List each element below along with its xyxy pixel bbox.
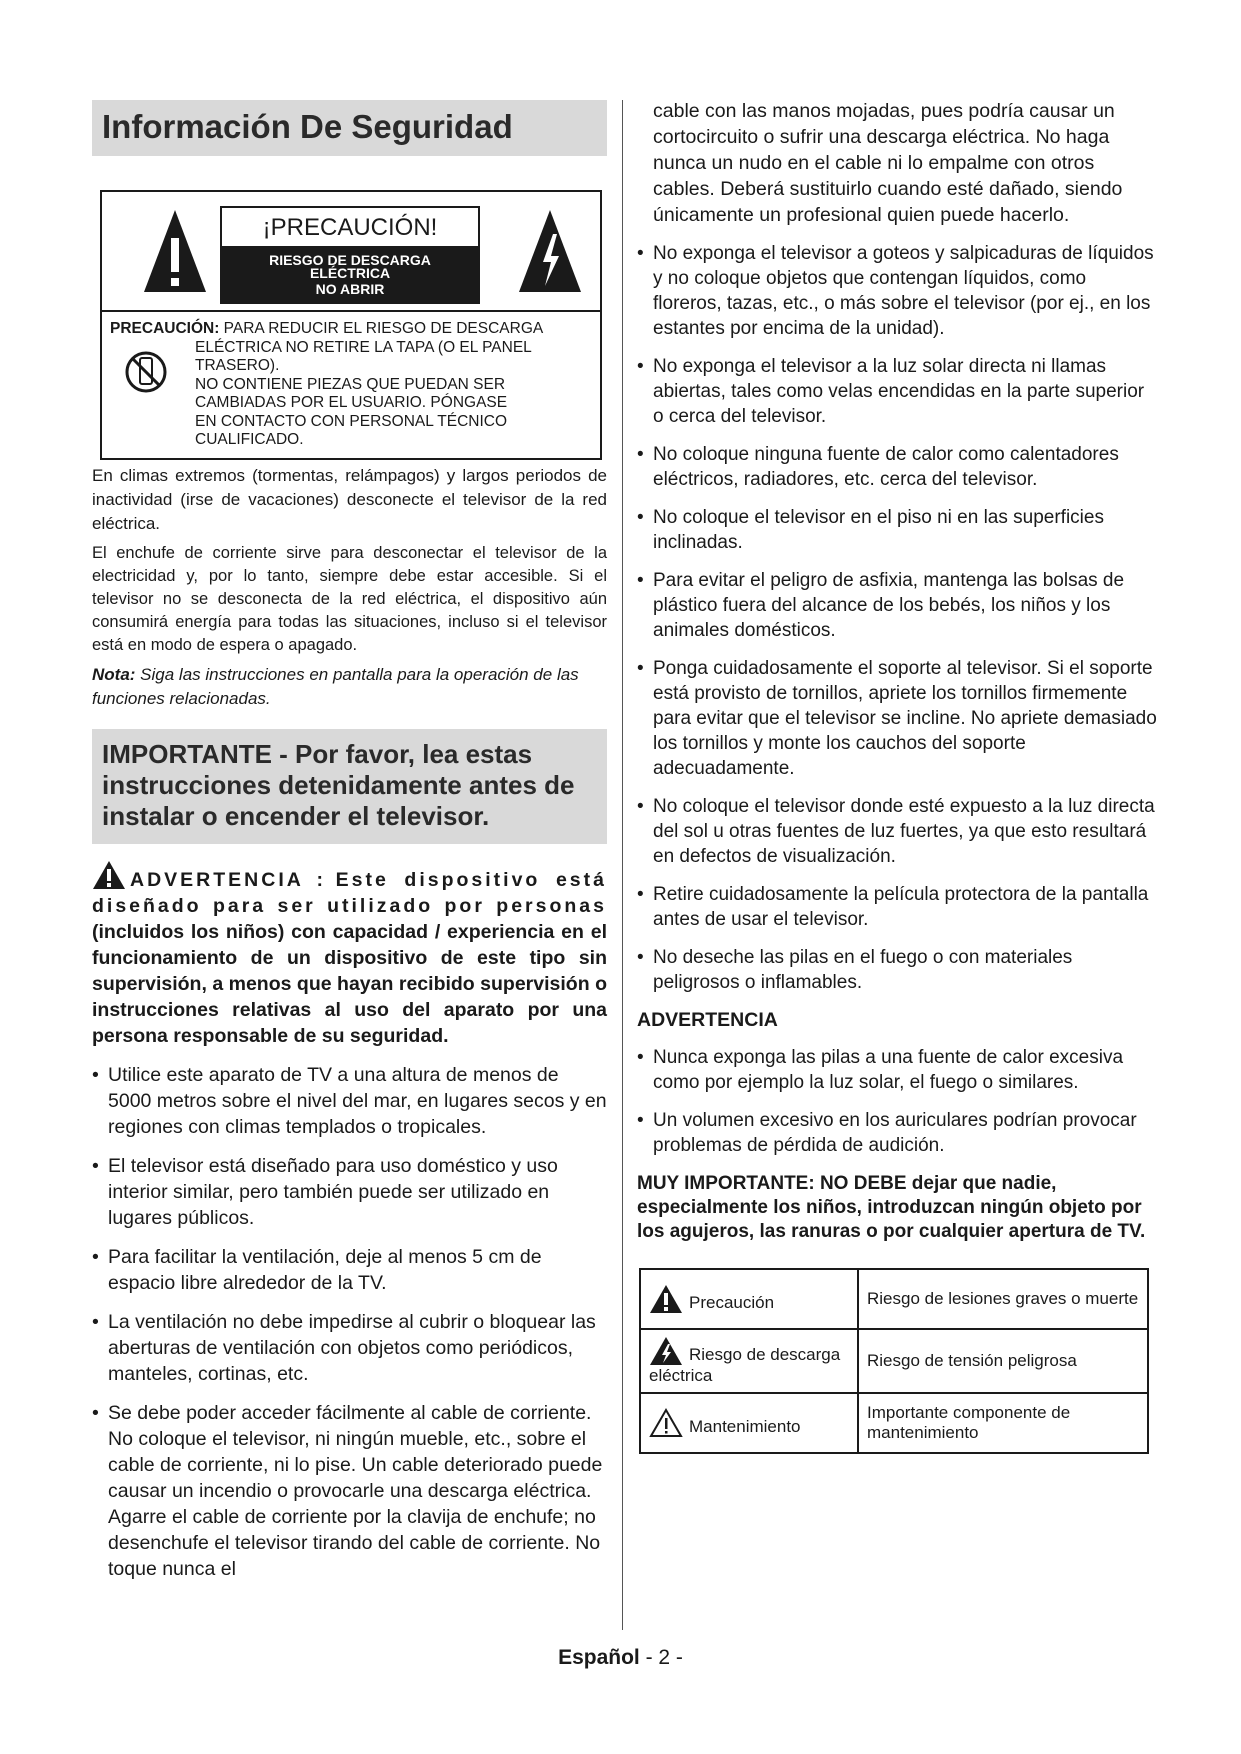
note-text: Siga las instrucciones en pantalla para la operación de las funciones relacionadas. [92,665,579,708]
legend-meaning-cell: Riesgo de tensión peligrosa [858,1329,1148,1393]
panel-separator [102,310,600,312]
legend-meaning-cell: Riesgo de lesiones graves o muerte [858,1269,1148,1329]
maintenance-triangle-icon [649,1408,683,1438]
extreme-weather-paragraph: En climas extremos (tormentas, relámpagos) y largos periodos de inactividad (irse de vacaciones) desconecte el televisor de la red eléctrica. [92,466,607,533]
list-item: • Un volumen excesivo en los auriculares podrían provocar problemas de pérdida de audición. [637,1108,1157,1158]
power-plug-paragraph: El enchufe de corriente sirve para desconectar el televisor de la electricidad y, por lo tanto, siempre debe estar accesible. Si el televisor no se desconecta de la red eléctrica, el dispositivo aún consumirá energía para todas las situaciones, incluso si el televisor está en modo de espera o apagado. [92,544,607,654]
note-paragraph [92,663,607,711]
table-row [640,1329,1148,1393]
legend-meaning-cell: Importante componente de mantenimiento [858,1393,1148,1453]
warning-paragraph [92,860,607,1049]
column-divider [622,100,623,1630]
risk-line-2: ELÉCTRICA [309,265,391,281]
footer-language: Español [558,1646,640,1669]
caution-triangle-icon [649,1284,683,1314]
list-item: • Retire cuidadosamente la película protectora de la pantalla antes de usar el televisor. [637,882,1157,932]
list-item: • Utilice este aparato de TV a una altura de menos de 5000 metros sobre el nivel del mar, en lugares secos y en regiones con climas templados o tropicales. [92,1062,607,1140]
page-title-box [92,100,607,156]
advert-heading: ADVERTENCIA [637,1009,778,1031]
caution-line-4: NO CONTIENE PIEZAS QUE PUEDAN SER [195,375,506,393]
list-item: • Ponga cuidadosamente el soporte al televisor. Si el soporte está provisto de tornillos, apriete los tornillos firmemente para evitar que el televisor se incline. No apriete demasiado los tornillos y monte los cauchos del soporte adecuadamente. [637,656,1157,781]
electric-shock-triangle-icon [649,1336,683,1366]
warning-separator: : [303,869,336,891]
right-column [637,98,1157,1454]
legend-symbol-label: Mantenimiento [689,1417,801,1436]
warning-text-1: Este dispositivo está diseñado para ser utilizado por personas [92,869,607,917]
list-item: • No coloque el televisor en el piso ni en las superficies inclinadas. [637,505,1157,555]
list-item: • Se debe poder acceder fácilmente al cable de corriente. No coloque el televisor, ni ningún mueble, etc., sobre el cable de corriente, ni lo pise. Un cable deteriorado puede causar un incendio o provocarle una descarga eléctrica. Agarre el cable de corriente por la clavija de enchufe; no desenchufe el televisor tirando del cable de corriente. No toque nunca el [92,1400,607,1582]
table-row [640,1393,1148,1453]
list-item: • Nunca exponga las pilas a una fuente de calor excesiva como por ejemplo la luz solar, el fuego o similares. [637,1045,1157,1095]
right-bullet-list [637,241,1157,995]
important-heading: IMPORTANTE - Por favor, lea estas instrucciones detenidamente antes de instalar o encender el televisor. [102,739,575,831]
list-item: • No exponga el televisor a la luz solar directa ni llamas abiertas, tales como velas encendidas en la parte superior o cerca del televisor. [637,354,1157,429]
caution-heading: ¡PRECAUCIÓN! [262,214,438,241]
page-footer [0,1646,1241,1670]
advert-bullet-list [637,1045,1157,1158]
caution-line-6: EN CONTACTO CON PERSONAL TÉCNICO [195,412,508,430]
list-item: • No deseche las pilas en el fuego o con materiales peligrosos o inflamables. [637,945,1157,995]
left-column [92,100,607,1582]
lightning-warning-icon [517,208,583,294]
caution-line-3: TRASERO). [195,357,280,374]
caution-line-5: CAMBIADAS POR EL USUARIO. PÓNGASE [195,394,508,411]
legend-symbol-label: Riesgo de descarga eléctrica [649,1345,841,1385]
caution-line-2: ELÉCTRICA NO RETIRE LA TAPA (O EL PANEL [195,338,532,356]
page-title: Información De Seguridad [102,108,513,145]
caution-text [110,320,596,450]
legend-symbol-cell [640,1329,858,1393]
risk-no-open-label [222,246,478,302]
note-label: Nota: [92,665,136,684]
risk-line-1: RIESGO DE DESCARGA [269,252,431,268]
legend-symbol-label: Precaución [689,1293,775,1312]
caution-label-box [220,206,480,304]
list-item: • Para facilitar la ventilación, deje al menos 5 cm de espacio libre alrededor de la TV. [92,1244,607,1296]
important-box [92,729,607,844]
caution-line-7: CUALIFICADO. [195,431,304,448]
warning-word: ADVERTENCIA [130,869,304,891]
footer-page-number: - 2 - [639,1646,683,1669]
warning-text-2: (incluidos los niños) con capacidad / experiencia en el funcionamiento de un dispositivo de este tipo sin supervisión, a menos que hayan recibido supervisión o instrucciones relativas al uso del aparato por una persona responsable de su seguridad. [92,921,607,1047]
list-item: • No coloque el televisor donde esté expuesto a la luz directa del sol u otras fuentes de luz fuertes, ya que esto resultará en defectos de visualización. [637,794,1157,869]
list-item: • La ventilación no debe impedirse al cubrir o bloquear las aberturas de ventilación con objetos como periódicos, manteles, cortinas, etc. [92,1309,607,1387]
legend-symbol-cell [640,1393,858,1453]
legend-symbol-cell [640,1269,858,1329]
cable-continuation-paragraph: cable con las manos mojadas, pues podría causar un cortocircuito o sufrir una descarga eléctrica. No haga nunca un nudo en el cable ni lo empalme con otros cables. Deberá sustituirlo cuando esté dañado, siendo únicamente un profesional quien puede hacerlo. [653,100,1123,226]
table-row [640,1269,1148,1329]
list-item: • No exponga el televisor a goteos y salpicaduras de líquidos y no coloque objetos que contengan líquidos, como floreros, tazas, etc., o más sobre el televisor (por ej., en los estantes por encima de la unidad). [637,241,1157,341]
caution-text-label: PRECAUCIÓN: [110,320,220,337]
risk-line-3: NO ABRIR [315,281,385,297]
list-item: • El televisor está diseñado para uso doméstico y uso interior similar, pero también puede ser utilizado en lugares públicos. [92,1153,607,1231]
caution-line-1: PARA REDUCIR EL RIESGO DE DESCARGA [219,320,544,337]
list-item: • No coloque ninguna fuente de calor como calentadores eléctricos, radiadores, etc. cerca del televisor. [637,442,1157,492]
warning-triangle-icon [92,860,126,890]
caution-panel [100,190,602,460]
list-item: • Para evitar el peligro de asfixia, mantenga las bolsas de plástico fuera del alcance de los bebés, los niños y los animales domésticos. [637,568,1157,643]
exclamation-warning-icon [142,208,208,294]
muy-importante-paragraph: MUY IMPORTANTE: NO DEBE dejar que nadie, especialmente los niños, introduzcan ningún objeto por los agujeros, las ranuras o por cualquier apertura de TV. [637,1173,1146,1242]
symbol-legend-table [639,1268,1149,1454]
left-bullet-list [92,1062,607,1582]
